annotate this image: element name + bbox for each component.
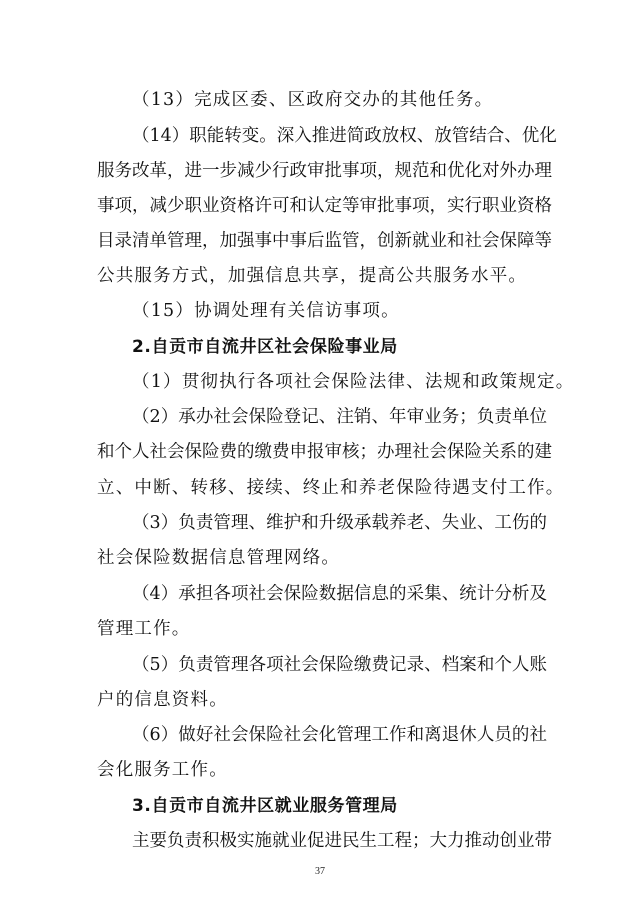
paragraph-line: （14）职能转变。深入推进简政放权、放管结合、优化	[132, 126, 557, 146]
paragraph-line: 服务改革，进一步减少行政审批事项，规范和优化对外办理	[97, 161, 552, 181]
paragraph-line: 管理工作。	[97, 619, 191, 639]
paragraph-line: （5）负责管理各项社会保险缴费记录、档案和个人账	[132, 655, 547, 675]
paragraph-line: （1）贯彻执行各项社会保险法律、法规和政策规定。	[132, 372, 575, 392]
paragraph-line: （4）承担各项社会保险数据信息的采集、统计分析及	[132, 584, 547, 604]
paragraph-line: （15）协调处理有关信访事项。	[132, 301, 400, 321]
paragraph-line: 社会保险数据信息管理网络。	[97, 548, 341, 568]
paragraph-line: （6）做好社会保险社会化管理工作和离退休人员的社	[132, 725, 547, 745]
section-heading: 3.自贡市自流井区就业服务管理局	[132, 796, 398, 816]
paragraph-line: 公共服务方式，加强信息共享，提高公共服务水平。	[97, 266, 528, 286]
paragraph-line: （3）负责管理、维护和升级承载养老、失业、工伤的	[132, 513, 547, 533]
paragraph-line: 主要负责积极实施就业促进民生工程；大力推动创业带	[132, 831, 552, 851]
section-heading: 2.自贡市自流井区社会保险事业局	[132, 337, 398, 357]
paragraph-line: 户的信息资料。	[97, 690, 228, 710]
paragraph-line: 目录清单管理，加强事中事后监管，创新就业和社会保障等	[97, 231, 552, 251]
paragraph-line: 会化服务工作。	[97, 760, 228, 780]
paragraph-line: （13）完成区委、区政府交办的其他任务。	[132, 90, 494, 110]
paragraph-line: 和个人社会保险费的缴费申报审核；办理社会保险关系的建	[97, 442, 552, 462]
paragraph-line: 立、中断、转移、接续、终止和养老保险待遇支付工作。	[97, 478, 565, 498]
paragraph-line: （2）承办社会保险登记、注销、年审业务；负责单位	[132, 407, 547, 427]
paragraph-line: 事项，减少职业资格许可和认定等审批事项，实行职业资格	[97, 196, 552, 216]
page-number: 37	[315, 866, 325, 877]
